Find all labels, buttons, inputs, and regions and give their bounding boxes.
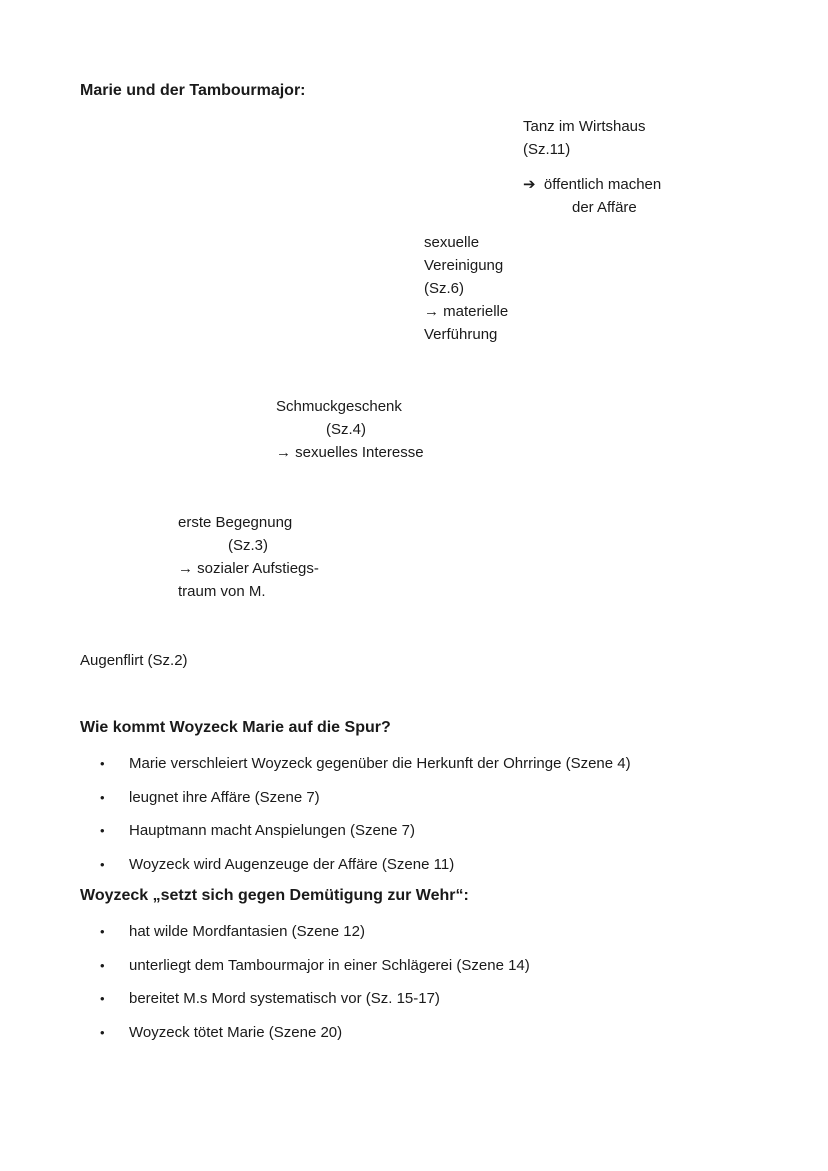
step-vereinigung-result-line1: materielle (443, 303, 509, 320)
list-item: • Woyzeck wird Augenzeuge der Affäre (Szene 11) (100, 855, 631, 889)
arrow-icon: ➔ (523, 176, 536, 193)
step-schmuck-result-text: sexuelles Interesse (295, 444, 424, 461)
step-tanz-title: Tanz im Wirtshaus (523, 118, 646, 135)
step-schmuck-title: Schmuckgeschenk (276, 398, 402, 415)
step-schmuck-result (276, 441, 424, 464)
list-spur (100, 754, 631, 888)
step-vereinigung-result-line2: Verführung (424, 326, 498, 343)
step-tanz-scene: (Sz.11) (523, 141, 571, 158)
step-tanz (523, 115, 661, 219)
step-tanz-result-line1: öffentlich machen (543, 176, 662, 193)
step-begegnung-title: erste Begegnung (178, 514, 293, 531)
list-item: • Marie verschleiert Woyzeck gegenüber die Herkunft der Ohrringe (Szene 4) (100, 754, 631, 788)
arrow-icon: → (178, 560, 193, 577)
step-vereinigung-result (424, 300, 508, 323)
step-schmuck (276, 395, 424, 464)
step-begegnung-scene: (Sz.3) (228, 537, 269, 554)
step-begegnung-result-line2: traum von M. (178, 583, 266, 600)
list-item: • Woyzeck tötet Marie (Szene 20) (100, 1023, 530, 1057)
step-tanz-result (523, 173, 661, 196)
list-item: • leugnet ihre Affäre (Szene 7) (100, 788, 631, 822)
list-item: • bereitet M.s Mord systematisch vor (Sz. 15-17) (100, 989, 530, 1023)
step-begegnung-result-line1: sozialer Aufstiegs- (197, 560, 319, 577)
step-tanz-result-line2: der Affäre (572, 199, 637, 216)
list-item: • Hauptmann macht Anspielungen (Szene 7) (100, 821, 631, 855)
step-vereinigung-scene: (Sz.6) (424, 280, 465, 297)
step-schmuck-scene: (Sz.4) (326, 421, 367, 438)
arrow-icon: → (276, 444, 291, 461)
step-begegnung-result (178, 557, 319, 580)
step-begegnung (178, 511, 319, 603)
step-vereinigung (424, 231, 508, 346)
heading-woyzeck-wehr: Woyzeck „setzt sich gegen Demütigung zur Wehr“: (80, 887, 469, 904)
heading-marie-tambourmajor: Marie und der Tambourmajor: (80, 82, 306, 99)
step-augenflirt: Augenflirt (Sz.2) (80, 652, 188, 669)
list-item: • hat wilde Mordfantasien (Szene 12) (100, 922, 530, 956)
arrow-icon: → (424, 303, 439, 320)
heading-woyzeck-spur: Wie kommt Woyzeck Marie auf die Spur? (80, 719, 391, 736)
list-wehr (100, 922, 530, 1056)
step-vereinigung-line1: sexuelle (424, 234, 480, 251)
step-vereinigung-line2: Vereinigung (424, 257, 504, 274)
list-item: • unterliegt dem Tambourmajor in einer Schlägerei (Szene 14) (100, 956, 530, 990)
